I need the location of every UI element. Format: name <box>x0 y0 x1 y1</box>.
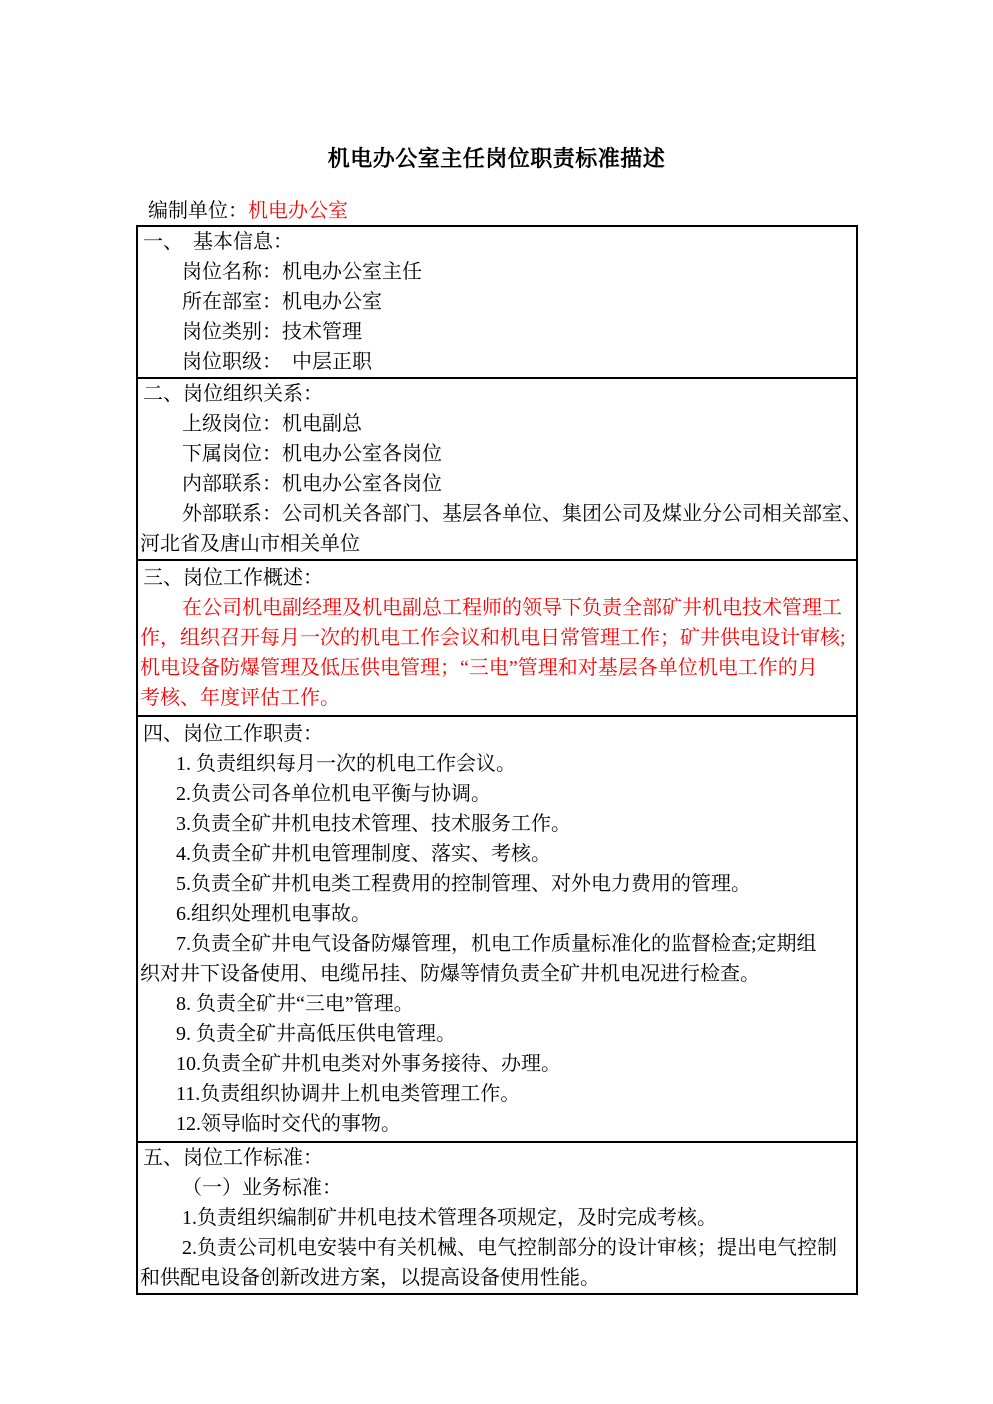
duty-item-8: 8. 负责全矿井“三电”管理。 <box>176 993 414 1015</box>
section-1-heading: 一、 基本信息： <box>143 231 293 253</box>
prepared-by-label: 编制单位： <box>148 200 248 222</box>
field-position-rank: 岗位职级： 中层正职 <box>182 351 372 373</box>
duty-item-3: 3.负责全矿井机电技术管理、技术服务工作。 <box>176 813 571 835</box>
overview-line-3: 机电设备防爆管理及低压供电管理；“三电”管理和对基层各单位机电工作的月 <box>140 657 818 679</box>
field-subordinate-positions: 下属岗位：机电办公室各岗位 <box>182 443 442 465</box>
duty-item-10: 10.负责全矿井机电类对外事务接待、办理。 <box>176 1053 561 1075</box>
overview-line-4: 考核、年度评估工作。 <box>140 687 340 709</box>
prepared-by-line <box>148 199 348 223</box>
standard-item-2-cont: 和供配电设备创新改进方案，以提高设备使用性能。 <box>140 1267 600 1289</box>
section-job-overview <box>138 559 856 715</box>
field-position-category: 岗位类别：技术管理 <box>182 321 362 343</box>
field-internal-relations: 内部联系：机电办公室各岗位 <box>182 473 442 495</box>
job-description-table <box>136 225 862 1295</box>
duty-item-7: 7.负责全矿井电气设备防爆管理，机电工作质量标准化的监督检查;定期组 <box>176 933 817 955</box>
duty-item-9: 9. 负责全矿井高低压供电管理。 <box>176 1023 456 1045</box>
field-superior-position: 上级岗位：机电副总 <box>182 413 362 435</box>
standard-item-2: 2.负责公司机电安装中有关机械、电气控制部分的设计审核；提出电气控制 <box>182 1237 837 1259</box>
section-basic-info <box>138 227 856 377</box>
duty-item-2: 2.负责公司各单位机电平衡与协调。 <box>176 783 491 805</box>
duty-item-12: 12.领导临时交代的事物。 <box>176 1113 401 1135</box>
document-title: 机电办公室主任岗位职责标准描述 <box>327 146 666 171</box>
section-job-duties <box>138 715 856 1141</box>
overview-line-2: 作，组织召开每月一次的机电工作会议和机电日常管理工作；矿井供电设计审核; <box>140 627 846 649</box>
field-external-relations-cont: 河北省及唐山市相关单位 <box>140 533 360 555</box>
field-external-relations: 外部联系：公司机关各部门、基层各单位、集团公司及煤业分公司相关部室、 <box>182 503 862 525</box>
duty-item-6: 6.组织处理机电事故。 <box>176 903 371 925</box>
field-position-name: 岗位名称：机电办公室主任 <box>182 261 422 283</box>
field-department: 所在部室：机电办公室 <box>182 291 382 313</box>
duty-item-4: 4.负责全矿井机电管理制度、落实、考核。 <box>176 843 551 865</box>
prepared-by-value: 机电办公室 <box>248 200 348 222</box>
duty-item-5: 5.负责全矿井机电类工程费用的控制管理、对外电力费用的管理。 <box>176 873 751 895</box>
duty-item-7-cont: 织对井下设备使用、电缆吊挂、防爆等情负责全矿井机电况进行检查。 <box>140 963 760 985</box>
standard-item-1: 1.负责组织编制矿井机电技术管理各项规定，及时完成考核。 <box>182 1207 717 1229</box>
section-org-relations <box>138 377 862 559</box>
duty-item-11: 11.负责组织协调井上机电类管理工作。 <box>176 1083 521 1105</box>
section-5-heading: 五、岗位工作标准： <box>143 1147 323 1169</box>
subsection-business-standards-heading: （一）业务标准： <box>182 1177 342 1199</box>
section-3-heading: 三、岗位工作概述： <box>143 567 323 589</box>
duty-item-1: 1. 负责组织每月一次的机电工作会议。 <box>176 753 516 775</box>
overview-line-1: 在公司机电副经理及机电副总工程师的领导下负责全部矿井机电技术管理工 <box>182 597 842 619</box>
section-job-standards <box>138 1141 856 1293</box>
section-2-heading: 二、岗位组织关系： <box>143 383 323 405</box>
section-4-heading: 四、岗位工作职责： <box>143 723 323 745</box>
